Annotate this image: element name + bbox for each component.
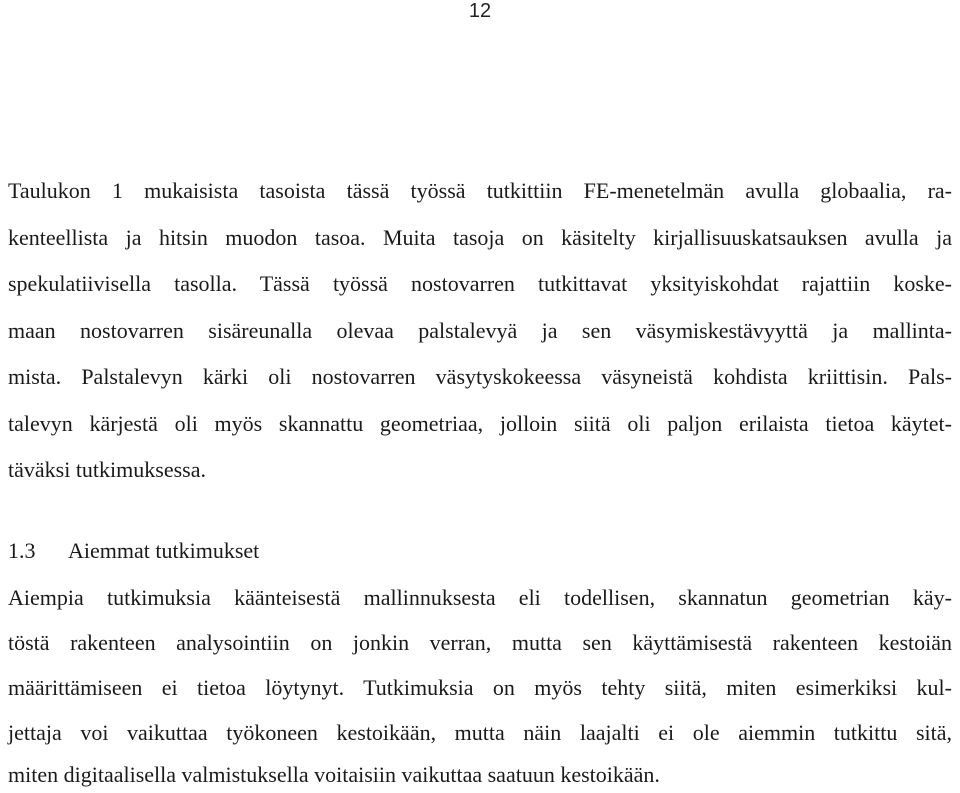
paragraph-line: mista. Palstalevyn kärki oli nostovarren väsytyskokeessa väsyneistä kohdista kriittisin. Pals- <box>8 364 952 389</box>
paragraph-line: töstä rakenteen analysointiin on jonkin verran, mutta sen käyttämisestä rakenteen kestoiän <box>8 630 952 655</box>
paragraph-line: maan nostovarren sisäreunalla olevaa palstalevyä ja sen väsymiskestävyyttä ja mallinta- <box>8 318 952 343</box>
section-number: 1.3 <box>8 538 36 563</box>
paragraph-line: talevyn kärjestä oli myös skannattu geometriaa, jolloin siitä oli paljon erilaista tietoa käytet- <box>8 411 952 436</box>
paragraph-line: määrittämiseen ei tietoa löytynyt. Tutkimuksia on myös tehty siitä, miten esimerkiksi kul- <box>8 675 952 700</box>
page-number: 12 <box>468 0 492 22</box>
section-title: Aiemmat tutkimukset <box>68 538 260 563</box>
paragraph-line: Aiempia tutkimuksia käänteisestä mallinnuksesta eli todellisen, skannatun geometrian käy- <box>8 585 952 610</box>
paragraph-line: jettaja voi vaikuttaa työkoneen kestoikään, mutta näin laajalti ei ole aiemmin tutkittu sitä, <box>8 720 952 745</box>
section-heading <box>8 536 259 566</box>
paragraph-line: miten digitaalisella valmistuksella voitaisiin vaikuttaa saatuun kestoikään. <box>8 762 660 787</box>
paragraph-line: spekulatiivisella tasolla. Tässä työssä nostovarren tutkittavat yksityiskohdat rajattiin koske- <box>8 271 952 296</box>
paragraph-line: Taulukon 1 mukaisista tasoista tässä työssä tutkittiin FE-menetelmän avulla globaalia, ra- <box>8 178 952 203</box>
paragraph-line: täväksi tutkimuksessa. <box>8 457 206 482</box>
paragraph-line: kenteellista ja hitsin muodon tasoa. Muita tasoja on käsitelty kirjallisuuskatsauksen avulla ja <box>8 225 952 250</box>
